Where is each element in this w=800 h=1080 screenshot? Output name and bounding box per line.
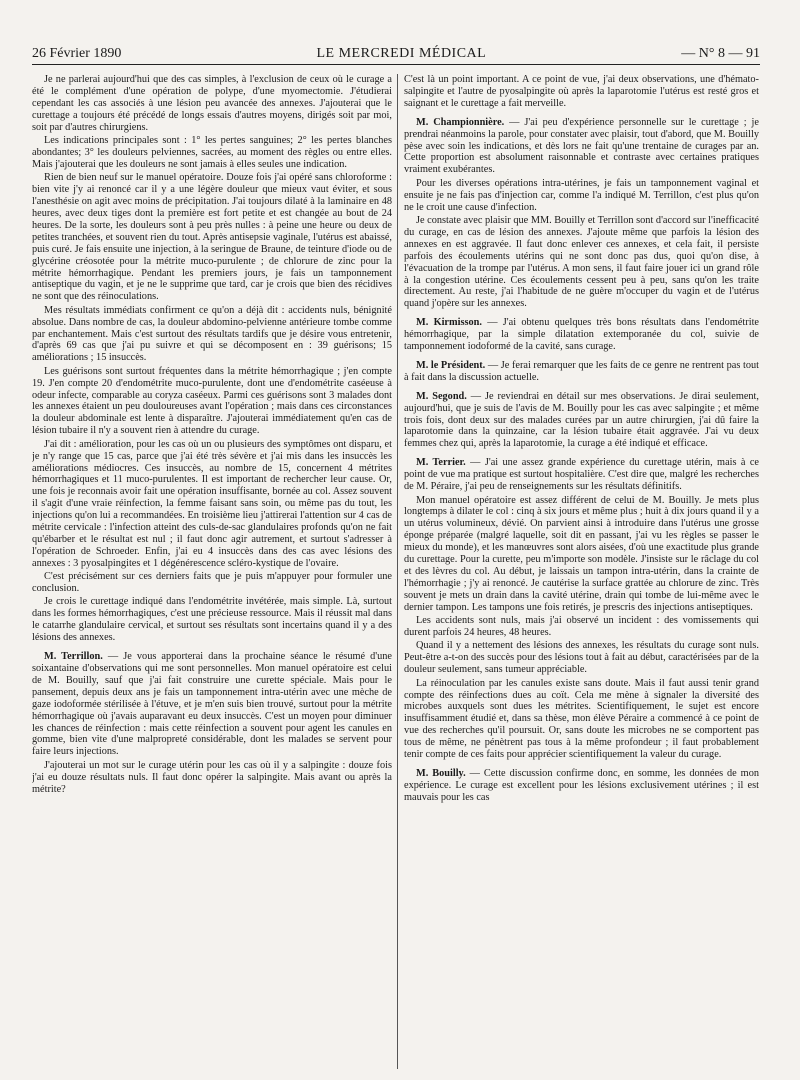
paragraph: Mon manuel opératoire est assez différent de celui de M. Bouilly. Je mets plus longtemps à dilater le col : cinq à six jours et même plus ; huit à dix jours quand il y a un utérus volumineux, dévié. On parvient ainsi à introduire dans l'utérus une grosse éponge préparée (malgré laquelle, soit dit en passant, j'ai vu les règles se passer le mieux du monde), et les manœuvres sont alors aisées, d'où une exactitude plus grande du curettage. Pour la curette, peu m'importe son modèle. J'insiste sur le râclage du col et des lèvres du col. Au début, je laissais un tampon intra-utérin, dans la crainte de l'hémorrhagie ; j'y ai renoncé. Je cautérise la surface grattée au chlorure de zinc. Très souvent je mets un drain dans la cavité utérine, drain qui tombe de lui-même avec le dernier tampon. Les tampons une fois retirés, je prescris des injections antiseptiques. [404, 494, 759, 613]
paragraph: Je crois le curettage indiqué dans l'endométrite invétérée, mais simple. Là, surtout dans les formes hémorrhagiques, c'est une précieuse ressource. Mais il réussit mal dans le catarrhe glandulaire cervical, et surtout ses résultats sont incertains quand il y a des lésions des annexes. [32, 596, 392, 644]
paragraph: Rien de bien neuf sur le manuel opératoire. Douze fois j'ai opéré sans chloroforme : bien vite j'y ai renoncé car il y a une légère douleur que mieux vaut éviter, et sous l'anesthésie on agit avec moins de précipitation. J'ai toujours dilaté à la laminaire en 48 heures, avec deux tiges dont la première est fort petite et est changée au bout de 24 heures. De la sorte, les douleurs sont à peu près nulles : à peine une heure ou deux de petites tranchées, et souvent rien du tout. Après antisepsie vaginale, l'utérus est abaissé, puis curé. Je fais ensuite une injection, à la seringue de Braune, de teinture d'iode ou de glycérine créosotée pour la métrite muco-purulente ; de chlorure de zinc pour la métrite hémorrhagique. Pendant les premiers jours, je fais un tamponnement antiseptique du vagin, et je ne le supprime que tard, car je crois que bien des récidives ne sont que des réinoculations. [32, 172, 392, 303]
speech-text: — Je vous apporterai dans la prochaine séance le résumé d'une soixantaine d'observations qui me sont personnelles. Mon manuel opératoire est celui de M. Bouilly, sauf que j'ai fait construire une curette spéciale. Mais pour le pansement, depuis deux ans je fais un tamponnement intra-utérin avec une mèche de gaze iodoformée stérilisée à l'étuve, et je m'en suis bien trouvé, surtout pour la métrite hémorrhagique où j'avais auparavant eu deux insuccès. C'est un moyen pour diminuer les chances de réinfection : mais cette réinfection a souvent pour agent les canules en gomme, bien vite d'une malpropreté considérable, dont les malades se servent pour faire leurs injections. [32, 651, 392, 758]
paragraph: C'est précisément sur ces derniers faits que je puis m'appuyer pour formuler une conclusion. [32, 571, 392, 595]
paragraph: Pour les diverses opérations intra-utérines, je fais un tamponnement vaginal et ensuite je ne fais pas d'injection car, comme l'a indiqué M. Terrillon, c'est plus qu'on ne le croit une cause d'infection. [404, 177, 759, 213]
paragraph: Quand il y a nettement des lésions des annexes, les résultats du curage sont nuls. Peut-être a-t-on des succès pour des lésions tout à fait au début, caractérisées par de la douleur seulement, sans tumeur appréciable. [404, 640, 759, 676]
speech-terrillon [32, 651, 392, 758]
journal-title: LE MERCREDI MÉDICAL [316, 46, 487, 61]
right-column [404, 74, 759, 1074]
speaker-name: M. le Président. [416, 359, 486, 371]
speech-segond [404, 391, 759, 451]
speech-text: — Je reviendrai en détail sur mes observations. Je dirai seulement, aujourd'hui, que je suis de l'avis de M. Bouilly pour les cas avec salpingite ; et même trois fois, dont deux sur des malades curées par un autre chirurgien, j'ai dû faire la laparotomie dans la quinzaine, car la lésion tubaire était aggravée. J'ai vu deux femmes chez qui, après la laparotomie, la curage a été indiqué et efficace. [404, 390, 759, 450]
paragraph: Les indications principales sont : 1° les pertes sanguines; 2° les pertes blanches abondantes; 3° les douleurs pelviennes, sacrées, au moment des règles ou entre elles. Mais j'ajouterai que les douleurs ne sont jamais à elles seules une indication. [32, 135, 392, 170]
paragraph: Je ne parlerai aujourd'hui que des cas simples, à l'exclusion de ceux où le curage a été le complément d'une opération de polype, d'une myomectomie. J'étudierai cependant les cas associés à une lésion peu avancée des annexes. J'ajouterai que le curettage a toujours été précédé de longs essais d'autres moyens, dirigés soit par moi, soit par d'autres chirurgiens. [32, 74, 392, 133]
paragraph: C'est là un point important. A ce point de vue, j'ai deux observations, une d'hémato-salpingite et l'autre de pyosalpingite où après la laparotomie l'utérus est resté gros et saignant et le curettage a fait merveille. [404, 74, 759, 109]
speech-text: — J'ai peu d'expérience personnelle sur le curettage ; je prendrai néanmoins la parole, pour constater avec plaisir, tout d'abord, que M. Bouilly pèse avec soin les indications, et dès lors ne fait qu'une trentaine de curages par an. Cette proportion est absolument raisonnable et contraste avec certaines pratiques vraiment exubérantes. [404, 116, 759, 176]
paragraph: J'ajouterai un mot sur le curage utérin pour les cas où il y a salpingite : douze fois j'ai eu douze résultats nuls. Il faut donc opérer la salpingite. Mais avant ou après la métrite? [32, 759, 392, 795]
speech-text: — J'ai une assez grande expérience du curettage utérin, mais à ce point de vue ma pratique est surtout hospitalière. C'est dire que, malgré les recherches de M. Péraire, j'ai peu de renseignements sur les résultats définitifs. [404, 457, 759, 493]
speaker-name: M. Terrier. [416, 457, 466, 469]
speaker-name: M. Championnière. [416, 116, 505, 128]
speaker-name: M. Kirmisson. [416, 317, 482, 329]
speech-text: — Cette discussion confirme donc, en somme, les données de mon expérience. Le curage est excellent pour les lésions exclusivement utérines ; il est mauvais pour les cas [404, 767, 759, 803]
speech-terrier [404, 457, 759, 493]
speaker-name: M. Terrillon. [44, 651, 103, 663]
speech-president [404, 360, 759, 384]
column-divider [397, 74, 398, 1069]
speech-championniere [404, 117, 759, 177]
paragraph: Mes résultats immédiats confirment ce qu'on a déjà dit : accidents nuls, bénignité absolue. Dans nombre de cas, la douleur abdomino-pelvienne antérieure tombe comme par enchantement. Mais c'est surtout des résultats tardifs que je désire vous entretenir, d'après 69 cas que j'ai pu suivre et qui se décomposent en : 39 guérisons; 15 améliorations ; 15 insuccès. [32, 304, 392, 364]
speaker-name: M. Segond. [416, 390, 467, 402]
paragraph: La réinoculation par les canules existe sans doute. Mais il faut aussi tenir grand compte des réinfections dues au coït. Cela me mène à signaler la diversité des microbes auxquels sont dues les métrites. Scientifiquement, le sujet est encore insuffisamment étudié et, dans sa thèse, mon élève Péraire a commencé à ce point de vue des recherches qu'il poursuit. Or, sans doute les microbes ne se comportent pas tous de même, ne pénètrent pas tous à la même profondeur ; il faut probablement tenir compte de ces faits pour apprécier scientifiquement la valeur du curage. [404, 677, 759, 761]
masthead [32, 40, 760, 65]
paragraph: J'ai dit : amélioration, pour les cas où un ou plusieurs des symptômes ont disparu, et je n'y range que 15 cas, parce que j'ai été très sévère et j'ai mis dans les insuccès les améliorations médiocres. Ces insuccès, au nombre de 15, concernent 4 métrites hémorrhagiques et 11 muco-purulentes. Il est important de rechercher leur cause. Or, une fois je reconnais avoir fait une opération insuffisante, bornée au col. Assez souvent il s'agit d'une vraie réinfection, la femme faisant sans soin, ou même pas du tout, les injections qu'on lui a recommandées. En troisième lieu j'attirerai l'attention sur 4 cas de métrite cervicale : l'infection atteint des culs-de-sac glandulaires profonds qu'on ne fait qu'ébarber et le résultat est nul ; il faut donc agir autrement, et surtout s'adresser à l'opération de Schroeder. Enfin, j'ai eu 4 insuccès dans des cas avec lésions des annexes : 3 pyosalpingites et 1 dégénérescence scléro-kystique de l'ovaire. [32, 438, 392, 569]
header-date: 26 Février 1890 [32, 46, 122, 61]
speech-bouilly [404, 768, 759, 804]
speech-text: — Je ferai remarquer que les faits de ce genre ne rentrent pas tout à fait dans la discussion actuelle. [404, 359, 759, 383]
paragraph: Les accidents sont nuls, mais j'ai observé un incident : des vomissements qui durent parfois 24 heures, 48 heures. [404, 615, 759, 638]
paragraph: Les guérisons sont surtout fréquentes dans la métrite hémorrhagique ; j'en compte 19. J'en compte 20 d'endométrite muco-purulente, dont une d'endométrite caséeuse à odeur infecte, comparable au coryza caséeux. Parmi ces guérisons sont 3 malades dont les annexes étaient un peu douloureuses avant l'opération ; mais dans ces circonstances la douleur abdominale est lente à disparaître. J'ajouterai immédiatement qu'en cas de lésion tubaire il n'y a souvent rien à attendre du curage. [32, 365, 392, 437]
speaker-name: M. Bouilly. [416, 767, 466, 779]
paragraph: Je constate avec plaisir que MM. Bouilly et Terrillon sont d'accord sur l'inefficacité du curage, en cas de lésion des annexes. J'ajoute même que parfois la lésion des annexes en est aggravée. Il faut donc enlever ces annexes, et cela fait, il persiste parfois des écoulements utérins qui ne sont donc pas dus, quoi qu'on dise, à l'évacuation de la trompe par l'utérus. A mon sens, il faut faire jouer ici un grand rôle à la congestion utérine. Ces écoulements cessent peu à peu, sans qu'on les traite directement. Au reste, j'ai l'habitude de ne guère m'occuper du vagin et de l'utérus quand j'opère sur les annexes. [404, 214, 759, 310]
speech-text: — J'ai obtenu quelques très bons résultats dans l'endométrite hémorrhagique, par la simple dilatation extemporanée du col, suivie de tamponnement iodoformé de la cavité, sans curage. [404, 317, 759, 353]
speech-kirmisson [404, 317, 759, 353]
left-column [32, 74, 392, 1074]
issue-page-number: — N° 8 — 91 [681, 46, 760, 61]
